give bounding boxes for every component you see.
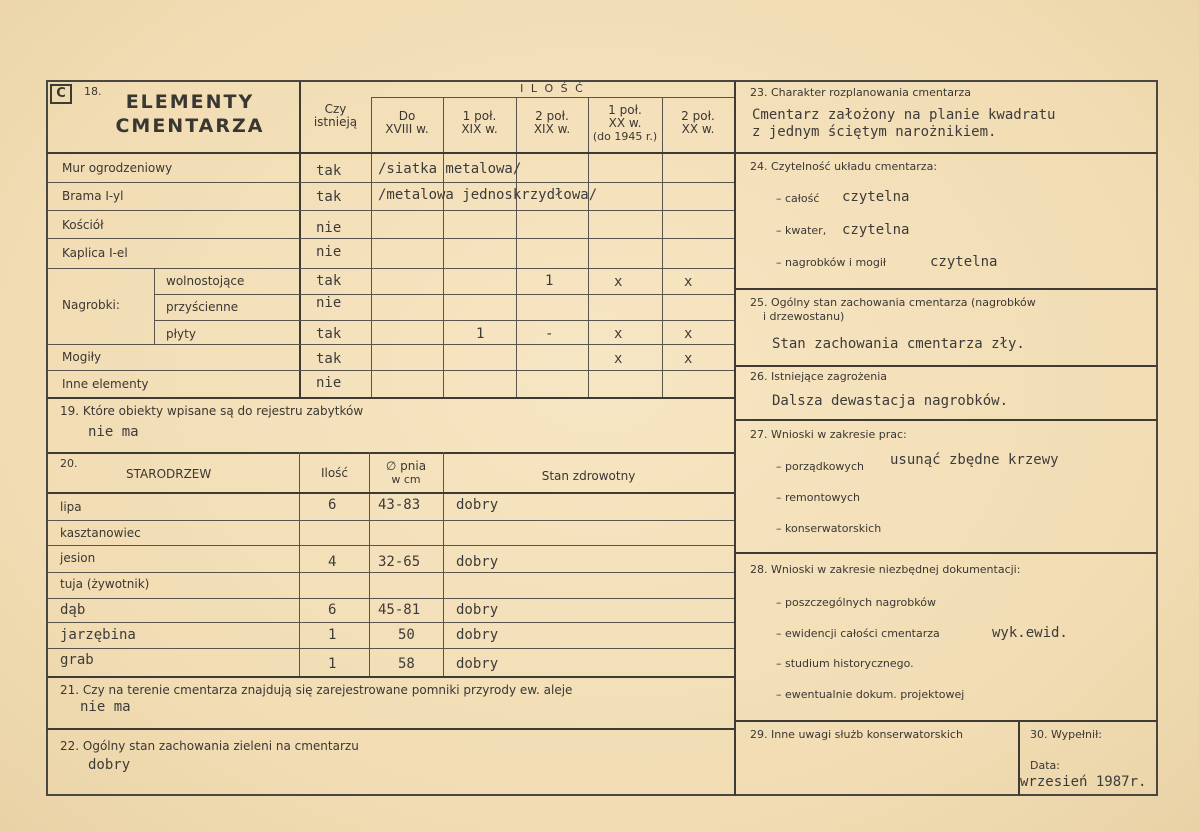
tree-name: dąb <box>60 602 86 618</box>
divider <box>47 268 734 269</box>
tree-name: lipa <box>60 500 82 514</box>
q25-answer: Stan zachowania cmentarza zły. <box>772 336 1025 352</box>
q29-label: 29. Inne uwagi służb konserwatorskich <box>750 728 963 741</box>
header-ilosc: I L O Ś Ć <box>520 82 585 95</box>
cell-value: x <box>684 274 693 290</box>
cell-value: x <box>684 326 693 342</box>
q28-item-label: – poszczególnych nagrobków <box>776 596 936 609</box>
tree-count: 4 <box>328 554 337 570</box>
cell-value: x <box>684 351 693 367</box>
divider <box>735 720 1157 722</box>
divider <box>371 97 372 397</box>
tree-health: dobry <box>456 554 499 570</box>
tree-count: 1 <box>328 656 337 672</box>
header-czy-istnieja <box>300 103 371 129</box>
tree-health: dobry <box>456 656 499 672</box>
exists-value: tak <box>316 351 342 367</box>
divider <box>299 452 300 676</box>
nagrobki-label: Nagrobki: <box>62 298 120 312</box>
tree-trunk: 50 <box>398 627 415 643</box>
q28-label: 28. Wnioski w zakresie niezbędnej dokumentacji: <box>750 563 1021 576</box>
header-line: XIX w. <box>461 122 498 136</box>
divider <box>735 365 1157 367</box>
header-line: (do 1945 r.) <box>592 130 658 143</box>
row-label: wolnostojące <box>166 274 245 288</box>
header-line: Do <box>398 109 416 123</box>
divider <box>47 370 734 371</box>
cell-value: x <box>614 351 623 367</box>
tree-name: jarzębina <box>60 627 136 643</box>
q20-number: 20. <box>60 457 78 470</box>
header-line: XIX w. <box>533 122 571 136</box>
section-number: 18. <box>84 85 102 98</box>
row-label: przyścienne <box>166 300 239 314</box>
row-label: Kaplica I-el <box>62 246 128 260</box>
divider <box>47 182 734 183</box>
tree-name: tuja (żywotnik) <box>60 577 150 591</box>
q22-label: 22. Ogólny stan zachowania zieleni na cmentarzu <box>60 739 359 753</box>
q30-label: 30. Wypełnił: <box>1030 728 1102 741</box>
q24-item-value: czytelna <box>842 189 910 205</box>
tree-count: 6 <box>328 602 337 618</box>
q27-item-label: – konserwatorskich <box>776 522 882 535</box>
divider <box>47 622 734 623</box>
q23-label: 23. Charakter rozplanowania cmentarza <box>750 86 971 99</box>
header-line: 2 poł. <box>681 109 715 123</box>
tree-trunk: 43-83 <box>378 497 421 513</box>
divider <box>516 97 517 397</box>
row-label: Mogiły <box>62 350 102 364</box>
header-col-5 <box>662 110 734 136</box>
divider <box>662 97 663 397</box>
header-col-4 <box>588 104 662 143</box>
q27-item-value: usunąć zbędne krzewy <box>890 452 1059 468</box>
divider <box>47 520 734 521</box>
exists-value: nie <box>316 295 342 311</box>
header-line: XX w. <box>608 116 642 130</box>
q27-item-label: – remontowych <box>776 491 861 504</box>
q20-title: STARODRZEW <box>126 467 212 481</box>
header-line: w cm <box>391 473 421 486</box>
header-line: ∅ pnia <box>385 459 427 473</box>
q20-col-ilosc: Ilość <box>320 466 349 480</box>
exists-value: nie <box>316 244 342 260</box>
header-col-3 <box>516 110 588 136</box>
tree-name: jesion <box>60 551 96 565</box>
divider <box>735 288 1157 290</box>
header-line: 2 poł. <box>535 109 569 123</box>
q19-answer: nie ma <box>88 424 139 440</box>
tree-health: dobry <box>456 627 499 643</box>
q20-col-pnia <box>369 460 443 486</box>
divider <box>47 598 734 599</box>
divider <box>371 97 734 98</box>
header-col-2 <box>443 110 516 136</box>
q28-item-label: – ewentualnie dokum. projektowej <box>776 688 965 701</box>
divider <box>154 268 155 344</box>
header-line: XX w. <box>681 122 715 136</box>
divider <box>47 545 734 546</box>
cell-value: 1 <box>545 273 554 289</box>
divider <box>47 344 734 345</box>
divider <box>47 728 734 730</box>
q30-date-label: Data: <box>1030 759 1060 772</box>
q24-item-label: – nagrobków i mogił <box>776 256 887 269</box>
divider <box>47 397 734 399</box>
divider <box>443 97 444 397</box>
q19-label: 19. Które obiekty wpisane są do rejestru zabytków <box>60 404 364 418</box>
exists-value: tak <box>316 163 342 179</box>
divider <box>47 492 734 494</box>
cell-value: x <box>614 326 623 342</box>
row-note: /metalowa jednoskrzydłowa/ <box>378 187 598 203</box>
q24-item-value: czytelna <box>842 222 910 238</box>
header-line: XVIII w. <box>385 122 429 136</box>
header-line: 1 poł. <box>608 103 642 117</box>
row-label: Brama I-yl <box>62 189 124 203</box>
row-label: Mur ogrodzeniowy <box>62 161 173 175</box>
divider <box>443 452 444 676</box>
divider <box>47 152 734 154</box>
q20-col-stan: Stan zdrowotny <box>541 469 636 483</box>
tree-name: kasztanowiec <box>60 526 141 540</box>
tree-trunk: 58 <box>398 656 415 672</box>
divider <box>47 572 734 573</box>
row-label: Inne elementy <box>62 377 149 391</box>
q27-item-label: – porządkowych <box>776 460 864 473</box>
cell-value: - <box>545 326 554 342</box>
tree-trunk: 32-65 <box>378 554 421 570</box>
q24-item-value: czytelna <box>930 254 998 270</box>
title-line-1: ELEMENTY <box>125 91 255 113</box>
divider <box>47 452 734 454</box>
header-line: istnieją <box>313 115 358 129</box>
tree-trunk: 45-81 <box>378 602 421 618</box>
row-label: płyty <box>166 327 196 341</box>
tree-count: 6 <box>328 497 337 513</box>
title-line-2: CMENTARZA <box>115 115 265 137</box>
q21-label: 21. Czy na terenie cmentarza znajdują się zarejestrowane pomniki przyrody ew. aleje <box>60 683 573 697</box>
cell-value: x <box>614 274 623 290</box>
q25-label-line-1: 25. Ogólny stan zachowania cmentarza (nagrobków <box>750 296 1036 309</box>
q24-item-label: – kwater, <box>776 224 827 237</box>
divider <box>47 676 734 678</box>
q28-item-label: – ewidencji całości cmentarza <box>776 627 940 640</box>
exists-value: tak <box>316 189 342 205</box>
header-col-1 <box>371 110 443 136</box>
divider <box>47 648 734 649</box>
q21-answer: nie ma <box>80 699 131 715</box>
divider <box>47 210 734 211</box>
q25-label-line-2: i drzewostanu) <box>763 310 845 323</box>
exists-value: nie <box>316 375 342 391</box>
q27-label: 27. Wnioski w zakresie prac: <box>750 428 907 441</box>
q24-label: 24. Czytelność układu cmentarza: <box>750 160 938 173</box>
q23-answer-line-1: Cmentarz założony na planie kwadratu <box>752 107 1056 123</box>
divider <box>735 552 1157 554</box>
divider <box>154 294 734 295</box>
exists-value: nie <box>316 220 342 236</box>
exists-value: tak <box>316 326 342 342</box>
q28-item-value: wyk.ewid. <box>992 625 1068 641</box>
row-label: Kościół <box>62 218 104 232</box>
exists-value: tak <box>316 273 342 289</box>
divider <box>47 238 734 239</box>
tree-health: dobry <box>456 497 499 513</box>
divider <box>735 419 1157 421</box>
tree-count: 1 <box>328 627 337 643</box>
cell-value: 1 <box>476 326 485 342</box>
tree-name: grab <box>60 652 94 668</box>
header-line: 1 poł. <box>462 109 497 123</box>
q26-answer: Dalsza dewastacja nagrobków. <box>772 393 1009 409</box>
divider <box>735 152 1157 154</box>
header-line: Czy <box>324 102 347 116</box>
q23-answer-line-2: z jednym ściętym narożnikiem. <box>752 124 997 140</box>
section-title <box>100 90 280 138</box>
q28-item-label: – studium historycznego. <box>776 657 914 670</box>
divider <box>154 320 734 321</box>
q22-answer: dobry <box>88 757 131 773</box>
section-c-box: C <box>50 84 72 104</box>
q30-date-value: wrzesień 1987r. <box>1020 774 1147 790</box>
q26-label: 26. Istniejące zagrożenia <box>750 370 888 383</box>
row-note: /siatka metalowa/ <box>378 161 522 177</box>
q24-item-label: – całość <box>776 192 820 205</box>
tree-health: dobry <box>456 602 499 618</box>
divider <box>734 81 736 796</box>
